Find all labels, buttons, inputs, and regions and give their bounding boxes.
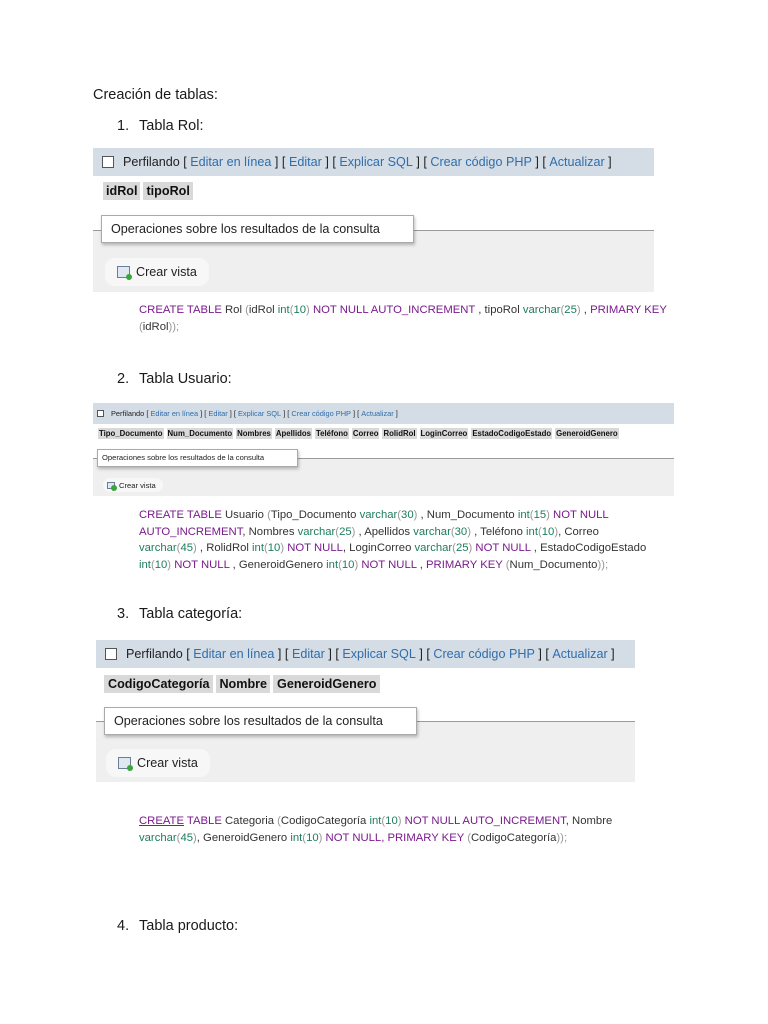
- sql-token: CodigoCategoría: [280, 815, 370, 827]
- sql-token: 25: [455, 542, 469, 554]
- sql-token: , EstadoCodigoEstado: [530, 542, 647, 554]
- sql-line: [139, 557, 679, 574]
- sql-token: (: [176, 831, 181, 844]
- refresh-link[interactable]: Actualizar: [549, 155, 605, 169]
- sql-token: ): [397, 815, 405, 827]
- sql-token: , LoginCorreo: [342, 542, 415, 554]
- sql-token: ): [554, 525, 559, 538]
- document-heading: Creación de tablas:: [93, 87, 218, 103]
- sql-token: varchar: [413, 525, 451, 538]
- profiling-label: Perfilando: [123, 155, 180, 169]
- result-toolbar: Perfilando [ Editar en línea ] [ Editar ] [ Explicar SQL ] [ Crear código PHP ] [ Actualizar ]: [96, 640, 635, 668]
- list-item-usuario: [117, 371, 232, 387]
- edit-link[interactable]: Editar: [291, 647, 325, 661]
- column-header[interactable]: Correo: [352, 429, 379, 438]
- sql-token: varchar: [359, 509, 398, 521]
- create-php-link[interactable]: Crear código PHP: [430, 155, 532, 169]
- column-header[interactable]: Teléfono: [315, 429, 348, 438]
- profiling-checkbox[interactable]: [102, 156, 114, 168]
- profiling-checkbox[interactable]: [97, 410, 104, 417]
- profiling-checkbox[interactable]: [105, 648, 117, 660]
- explain-sql-link[interactable]: Explicar SQL: [342, 647, 416, 661]
- operations-legend: Operaciones sobre los resultados de la consulta: [104, 707, 417, 735]
- create-view-label: Crear vista: [136, 265, 197, 279]
- sql-token: (: [338, 558, 342, 571]
- sql-token: 10: [385, 815, 398, 827]
- column-header[interactable]: Nombre: [216, 675, 270, 693]
- sql-token: ): [351, 525, 359, 538]
- sql-token: ): [413, 509, 421, 521]
- operations-legend: Operaciones sobre los resultados de la consulta: [97, 449, 298, 467]
- profiling-label: Perfilando: [111, 409, 145, 418]
- edit-link[interactable]: Editar: [208, 409, 228, 418]
- sql-token: (: [505, 558, 510, 571]
- sql-token: (: [150, 558, 155, 571]
- sql-token: ): [467, 525, 475, 538]
- sql-line: [139, 830, 659, 847]
- sql-statement-rol: [139, 302, 669, 335]
- create-view-button[interactable]: [106, 749, 210, 777]
- sql-token: (: [450, 525, 455, 538]
- sql-token: ): [576, 304, 584, 316]
- create-view-button[interactable]: [103, 478, 163, 492]
- sql-line: [139, 813, 659, 830]
- sql-token: int: [139, 558, 151, 571]
- sql-token: (: [452, 542, 456, 554]
- list-number: 2.: [117, 371, 130, 387]
- edit-inline-link[interactable]: Editar en línea: [190, 155, 272, 169]
- sql-statement-categoria: [139, 813, 659, 846]
- sql-token: , Apellidos: [358, 525, 414, 538]
- sql-token: Usuario: [225, 509, 268, 521]
- sql-token: CREATE: [139, 815, 184, 827]
- create-view-button[interactable]: [105, 258, 209, 286]
- sql-token: 10: [341, 558, 355, 571]
- sql-token: ): [306, 304, 313, 316]
- sql-token: Num_Documento: [509, 558, 598, 571]
- sql-token: ): [318, 831, 326, 844]
- sql-token: (: [267, 509, 271, 521]
- list-number: 3.: [117, 606, 130, 622]
- sql-token: 25: [564, 304, 577, 316]
- explain-sql-link[interactable]: Explicar SQL: [339, 155, 413, 169]
- sql-token: idRol: [142, 320, 169, 333]
- sql-token: , tipoRol: [475, 304, 523, 316]
- column-header[interactable]: CodigoCategoría: [104, 675, 213, 693]
- sql-token: int: [517, 509, 530, 521]
- sql-token: (: [467, 831, 471, 844]
- sql-token: NOT NULL, PRIMARY KEY: [325, 831, 468, 844]
- sql-token: int: [526, 525, 538, 538]
- sql-token: , Correo: [558, 525, 599, 538]
- list-number: 4.: [117, 918, 130, 934]
- result-columns: [98, 428, 622, 439]
- sql-token: varchar: [522, 304, 561, 316]
- column-header[interactable]: LoginCorreo: [420, 429, 468, 438]
- sql-statement-usuario: [139, 507, 679, 573]
- create-view-label: Crear vista: [137, 756, 198, 770]
- sql-token: ));: [168, 320, 180, 333]
- sql-token: Rol: [225, 304, 246, 316]
- sql-token: 10: [306, 831, 319, 844]
- sql-token: Categoria: [225, 815, 278, 827]
- sql-token: 45: [180, 831, 194, 844]
- column-header[interactable]: GeneroidGenero: [273, 675, 380, 693]
- sql-token: (: [537, 525, 542, 538]
- sql-token: 10: [154, 558, 168, 571]
- sql-token: ,: [416, 558, 427, 571]
- result-toolbar: Perfilando [ Editar en línea ] [ Editar ] [ Explicar SQL ] [ Crear código PHP ] [ Actualizar ]: [93, 403, 674, 424]
- sql-token: 10: [267, 542, 281, 554]
- sql-token: ,: [583, 304, 591, 316]
- sql-token: AUTO_INCREMENT: [139, 525, 243, 538]
- sql-token: varchar: [297, 525, 336, 538]
- sql-token: Tipo_Documento: [270, 509, 360, 521]
- sql-token: int: [326, 558, 339, 571]
- sql-token: CREATE TABLE: [139, 304, 226, 316]
- sql-token: 10: [293, 304, 307, 316]
- sql-token: , Nombres: [242, 525, 298, 538]
- sql-token: PRIMARY KEY: [426, 558, 506, 571]
- create-php-link[interactable]: Crear código PHP: [433, 647, 535, 661]
- query-result-panel-rol: [93, 148, 654, 292]
- column-header[interactable]: Tipo_Documento: [99, 429, 163, 438]
- sql-token: ): [193, 542, 200, 554]
- sql-line: [139, 302, 669, 319]
- sql-token: NOT NULL: [287, 542, 343, 554]
- operations-legend: Operaciones sobre los resultados de la consulta: [101, 215, 414, 243]
- result-columns: [104, 675, 383, 693]
- sql-token: NOT NULL: [475, 542, 531, 554]
- create-php-link[interactable]: Crear código PHP: [291, 409, 351, 418]
- sql-token: , Nombre: [565, 815, 613, 827]
- sql-token: ));: [556, 831, 568, 844]
- sql-token: NOT NULL: [174, 558, 230, 571]
- sql-token: (: [277, 815, 281, 827]
- sql-token: varchar: [139, 542, 177, 554]
- profiling-label: Perfilando: [126, 647, 183, 661]
- create-view-icon: [107, 482, 115, 489]
- sql-token: (: [139, 320, 143, 333]
- sql-token: 15: [533, 509, 547, 521]
- sql-token: 10: [541, 525, 555, 538]
- create-view-icon: [118, 757, 131, 769]
- sql-token: (: [335, 525, 340, 538]
- list-label: Tabla categoría:: [139, 606, 243, 622]
- result-toolbar: Perfilando [ Editar en línea ] [ Editar ] [ Explicar SQL ] [ Crear código PHP ] [ Actualizar ]: [93, 148, 654, 176]
- sql-token: PRIMARY KEY: [590, 304, 667, 316]
- sql-token: (: [176, 542, 181, 554]
- sql-token: (: [245, 304, 249, 316]
- sql-token: NOT NULL AUTO_INCREMENT: [312, 304, 476, 316]
- list-label: Tabla Rol:: [139, 118, 204, 134]
- sql-token: , Num_Documento: [420, 509, 518, 521]
- column-header[interactable]: RolidRol: [383, 429, 416, 438]
- sql-token: (: [381, 815, 386, 827]
- create-view-icon: [117, 266, 130, 278]
- sql-token: , GeneroidGenero: [229, 558, 327, 571]
- sql-token: int: [252, 542, 264, 554]
- sql-token: (: [560, 304, 565, 316]
- sql-token: NOT NULL AUTO_INCREMENT: [404, 815, 566, 827]
- sql-token: ): [354, 558, 362, 571]
- list-number: 1.: [117, 118, 130, 134]
- column-header[interactable]: Apellidos: [275, 429, 311, 438]
- create-view-label: Crear vista: [119, 480, 156, 490]
- sql-token: , RolidRol: [199, 542, 253, 554]
- sql-line: [139, 507, 679, 524]
- sql-token: (: [397, 509, 402, 521]
- column-header[interactable]: Num_Documento: [167, 429, 233, 438]
- list-item-producto: [117, 918, 238, 934]
- sql-token: 30: [454, 525, 468, 538]
- sql-token: 25: [339, 525, 352, 538]
- list-item-categoria: [117, 606, 242, 622]
- sql-token: CREATE TABLE: [139, 509, 226, 521]
- sql-token: (: [302, 831, 307, 844]
- sql-line: [139, 319, 669, 336]
- sql-token: 30: [401, 509, 414, 521]
- query-result-panel-usuario: [93, 403, 674, 496]
- edit-link[interactable]: Editar: [288, 155, 322, 169]
- sql-token: (: [289, 304, 294, 316]
- edit-inline-link[interactable]: Editar en línea: [150, 409, 199, 418]
- sql-token: int: [277, 304, 290, 316]
- sql-token: 45: [180, 542, 194, 554]
- refresh-link[interactable]: Actualizar: [552, 647, 608, 661]
- sql-token: idRol: [248, 304, 278, 316]
- sql-token: int: [290, 831, 303, 844]
- sql-token: varchar: [139, 831, 177, 844]
- sql-line: [139, 524, 679, 541]
- list-item-rol: [117, 118, 203, 134]
- sql-token: ): [193, 831, 197, 844]
- sql-token: ): [167, 558, 175, 571]
- sql-token: ): [546, 509, 554, 521]
- column-header[interactable]: idRol: [103, 182, 140, 200]
- sql-token: , GeneroidGenero: [196, 831, 291, 844]
- sql-token: NOT NULL: [553, 509, 609, 521]
- edit-inline-link[interactable]: Editar en línea: [193, 647, 275, 661]
- sql-token: varchar: [414, 542, 453, 554]
- sql-token: ): [280, 542, 288, 554]
- sql-token: , Teléfono: [474, 525, 527, 538]
- sql-token: (: [529, 509, 534, 521]
- list-label: Tabla producto:: [139, 918, 239, 934]
- sql-token: int: [369, 815, 382, 827]
- sql-token: (: [263, 542, 268, 554]
- column-header[interactable]: tipoRol: [143, 182, 192, 200]
- result-columns: [103, 182, 196, 200]
- column-header[interactable]: Nombres: [237, 429, 271, 438]
- explain-sql-link[interactable]: Explicar SQL: [238, 409, 282, 418]
- sql-token: CodigoCategoría: [471, 831, 557, 844]
- sql-token: ));: [597, 558, 609, 571]
- column-header[interactable]: EstadoCodigoEstado: [472, 429, 552, 438]
- sql-token: ): [468, 542, 476, 554]
- query-result-panel-categoria: [96, 640, 635, 782]
- list-label: Tabla Usuario:: [139, 371, 232, 387]
- sql-line: [139, 540, 679, 557]
- sql-token: NOT NULL: [361, 558, 417, 571]
- refresh-link[interactable]: Actualizar: [361, 409, 394, 418]
- sql-token: TABLE: [183, 815, 226, 827]
- column-header[interactable]: GeneroidGenero: [556, 429, 618, 438]
